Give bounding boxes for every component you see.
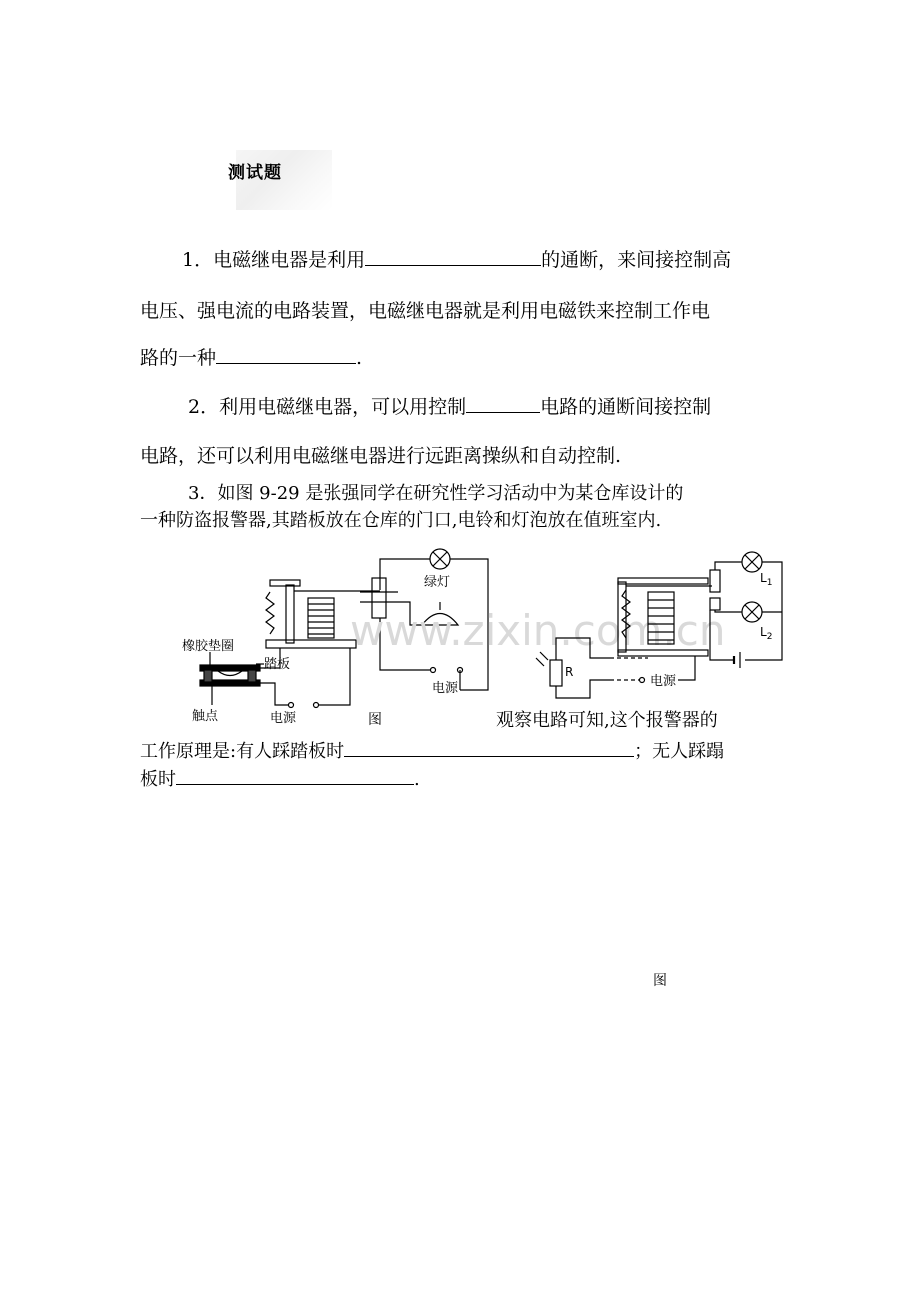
q1-text-c: 路的一种 bbox=[140, 347, 217, 369]
q3-blank-1[interactable] bbox=[344, 738, 634, 757]
relay-base bbox=[266, 640, 356, 648]
bottom-figure-label: 图 bbox=[653, 973, 667, 989]
q1-text-a: 1．电磁继电器是利用 bbox=[182, 249, 366, 271]
q2-blank-1[interactable] bbox=[466, 394, 540, 413]
q2-line1 bbox=[188, 392, 711, 419]
page-title: 测试题 bbox=[228, 163, 282, 183]
right-contact-top bbox=[710, 570, 720, 592]
relay-post bbox=[286, 585, 294, 643]
resistor-label: R bbox=[565, 665, 574, 679]
q3-line4 bbox=[140, 737, 724, 763]
relay-circuit-figures bbox=[170, 540, 800, 730]
q3-line5 bbox=[140, 765, 420, 791]
lamp-l1-label: $L_1$ bbox=[760, 571, 773, 588]
q3-blank-2[interactable] bbox=[176, 766, 414, 785]
power-label-right: 电源 bbox=[650, 674, 677, 689]
q3-text-b: ；无人踩蹋 bbox=[634, 741, 725, 762]
figure-left-label: 图 bbox=[368, 712, 382, 728]
photoresistor-icon bbox=[550, 660, 562, 686]
rubber-pad-label: 橡胶垫圈 bbox=[182, 639, 235, 654]
power-label-left-2: 电源 bbox=[270, 711, 297, 726]
contact-label: 触点 bbox=[192, 709, 219, 724]
q3-text-a: 工作原理是:有人踩踏板时 bbox=[140, 741, 345, 762]
q1-line1 bbox=[182, 245, 731, 272]
q2-line2: 电路，还可以利用电磁继电器进行远距离操纵和自动控制. bbox=[140, 445, 622, 467]
power-label-left: 电源 bbox=[432, 681, 459, 696]
q1-text-d: . bbox=[356, 347, 363, 369]
q3-observe-text: 观察电路可知,这个报警器的 bbox=[496, 710, 718, 731]
q1-blank-1[interactable] bbox=[365, 247, 541, 266]
q3-line2: 一种防盗报警器,其踏板放在仓库的门口,电铃和灯泡放在值班室内. bbox=[140, 510, 662, 531]
q1-text-b: 的通断，来间接控制高 bbox=[541, 249, 732, 271]
q1-blank-2[interactable] bbox=[216, 345, 356, 364]
pedal-label: 踏板 bbox=[264, 657, 291, 672]
q3-text-c: 板时 bbox=[140, 769, 176, 790]
right-relay-top bbox=[618, 578, 708, 584]
q3-line1: 3．如图 9-29 是张强同学在研究性学习活动中为某仓库设计的 bbox=[188, 483, 684, 504]
q3-text-d: . bbox=[414, 769, 420, 790]
watermark: www.zixin.com.cn bbox=[350, 606, 726, 655]
green-lamp-label: 绿灯 bbox=[424, 575, 451, 590]
q2-text-a: 2．利用电磁继电器，可以用控制 bbox=[188, 396, 467, 418]
spring-icon bbox=[266, 592, 274, 634]
q1-line2: 电压、强电流的电路装置，电磁继电器就是利用电磁铁来控制工作电 bbox=[140, 300, 711, 322]
q1-line3 bbox=[140, 343, 362, 370]
lamp-l2-label: $L_2$ bbox=[760, 625, 773, 642]
q2-text-b: 电路的通断间接控制 bbox=[540, 396, 712, 418]
